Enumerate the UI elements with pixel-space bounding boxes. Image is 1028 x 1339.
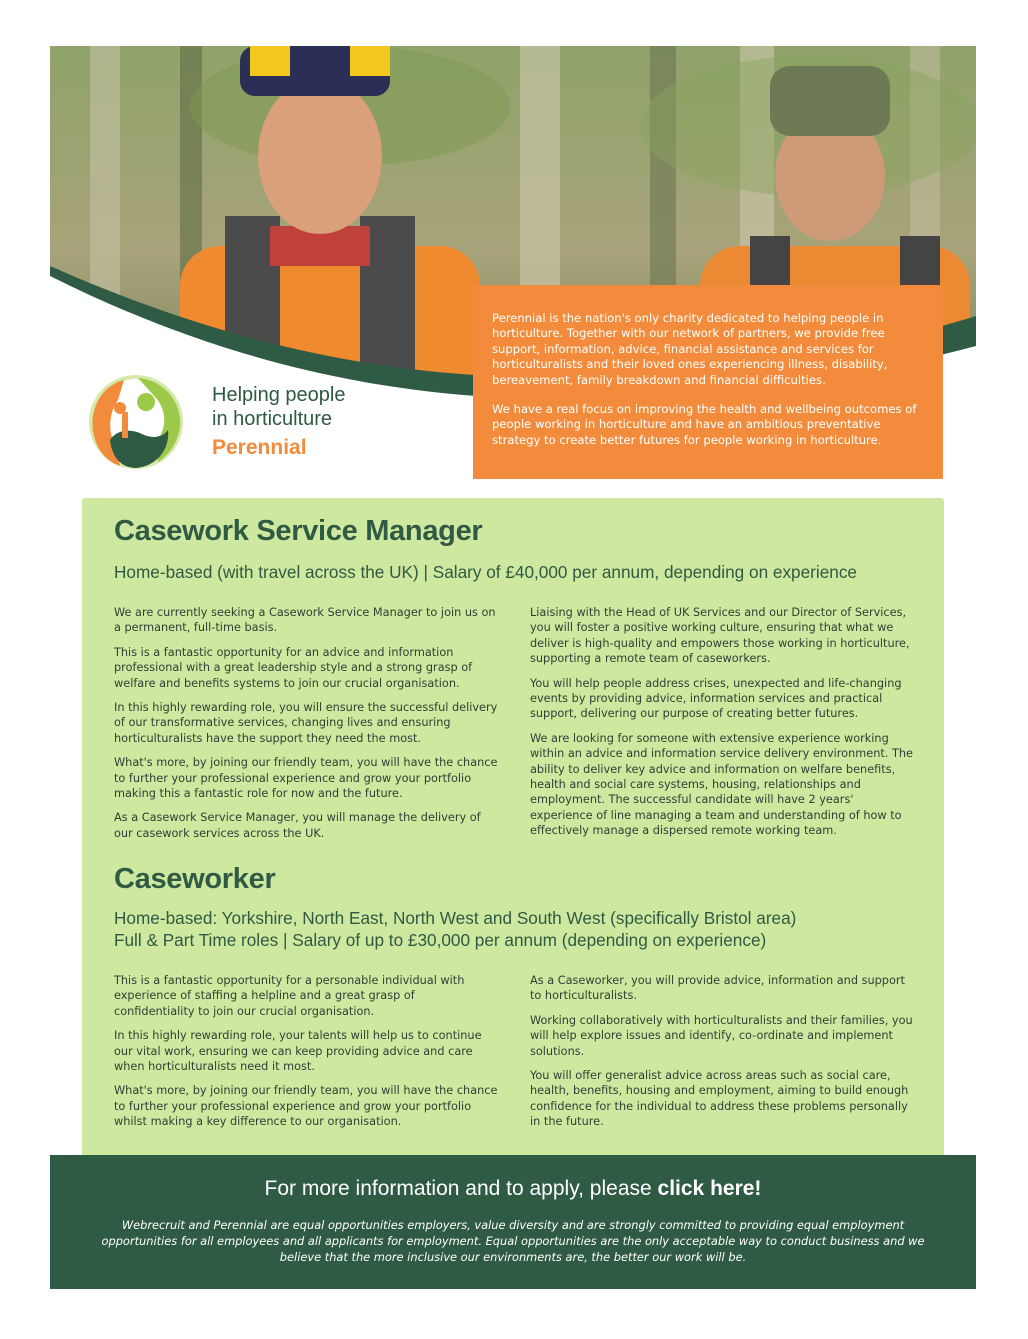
body-paragraph: As a Casework Service Manager, you will manage the delivery of our casework services across the UK. xyxy=(114,811,481,840)
job-subtitle-line: Home-based: Yorkshire, North East, North West and South West (specifically Bristol area) xyxy=(114,908,797,928)
body-paragraph: Liaising with the Head of UK Services and our Director of Services, you will foster a positive working culture, ensuring that what we deliver is high-quality and empowers those working in horticulture, supporting a remote team of caseworkers. xyxy=(530,606,910,666)
intro-paragraph: Perennial is the nation's only charity dedicated to helping people in horticulture. Together with our network of partners, we provide free support, information, advice, financial assistance and services for horticulturalists and their loved ones experiencing illness, disability, bereavement, family breakdown and financial difficulties. xyxy=(492,311,888,387)
equal-opportunities-disclaimer: Webrecruit and Perennial are equal opportunities employers, value diversity and are strongly committed to providing equal employment opportunities for all employees and all applicants for employment. Equal opportunities are the only acceptable way to conduct business and we believe that the more inclusive our environments are, the better our work will be. xyxy=(101,1218,925,1264)
body-paragraph: In this highly rewarding role, your talents will help us to continue our vital work, ensuring we can keep providing advice and care when horticulturalists need it most. xyxy=(114,1029,482,1074)
tagline-line: in horticulture xyxy=(212,408,333,430)
body-paragraph: You will help people address crises, unexpected and life-changing events by providing advice, information services and practical support, delivering our purpose of creating better futures. xyxy=(530,676,902,721)
footer xyxy=(50,1155,976,1289)
body-paragraph: In this highly rewarding role, you will ensure the successful delivery of our transformative services, changing lives and ensuring horticulturalists have the support they need the most. xyxy=(114,701,498,745)
body-paragraph: This is a fantastic opportunity for a personable individual with experience of staffing a helpline and a great grasp of confidentiality to join our crucial organisation. xyxy=(114,974,465,1018)
body-paragraph: What's more, by joining our friendly team, you will have the chance to further your professional experience and grow your portfolio making this a fantastic role for now and the future. xyxy=(114,756,498,801)
job-subtitle xyxy=(114,907,796,951)
body-paragraph: We are currently seeking a Casework Service Manager to join us on a permanent, full-time basis. xyxy=(114,606,496,635)
tagline-line: Helping people xyxy=(212,384,346,406)
job-subtitle: Home-based (with travel across the UK) | Salary of £40,000 per annum, depending on experience xyxy=(114,562,857,582)
job-title: Caseworker xyxy=(114,863,276,895)
brand-name: Perennial xyxy=(212,436,307,459)
intro-box xyxy=(473,285,943,479)
apply-cta xyxy=(50,1177,976,1201)
perennial-logo-icon xyxy=(86,372,186,472)
body-paragraph: As a Caseworker, you will provide advice, information and support to horticulturalists. xyxy=(530,974,905,1003)
job-description-left xyxy=(114,973,498,1130)
job-subtitle-line: Full & Part Time roles | Salary of up to £30,000 per annum (depending on experience) xyxy=(114,930,767,950)
body-paragraph: We are looking for someone with extensive experience working within an advice and information service delivery environment. The ability to deliver key advice and information on welfare benefits, health and social care systems, housing, relationships and employment. The successful candidate will have 2 years' experience of line managing a team and understanding of how to effectively manage a dispersed remote working team. xyxy=(530,731,913,838)
cta-text: For more information and to apply, please xyxy=(264,1177,658,1200)
job-description-right xyxy=(530,973,914,1130)
job-description-left xyxy=(114,605,498,841)
body-paragraph: You will offer generalist advice across areas such as social care, health, benefits, housing and employment, aiming to build enough confidence for the individual to address these problems personally in the future. xyxy=(530,1069,909,1129)
job-description-right xyxy=(530,605,914,839)
job-title: Casework Service Manager xyxy=(114,515,483,547)
body-paragraph: Working collaboratively with horticulturalists and their families, you will help explore issues and identify, co-ordinate and implement solutions. xyxy=(530,1013,913,1058)
body-paragraph: What's more, by joining our friendly team, you will have the chance to further your professional experience and grow your portfolio whilst making a key difference to our organisation. xyxy=(114,1084,498,1129)
body-paragraph: This is a fantastic opportunity for an advice and information professional with a great leadership style and a strong grasp of welfare and benefits systems to join our crucial organisation. xyxy=(114,645,473,690)
apply-link[interactable]: click here! xyxy=(657,1177,762,1200)
intro-paragraph: We have a real focus on improving the health and wellbeing outcomes of people working in horticulture and have an ambitious preventative strategy to create better futures for people working in horticulture. xyxy=(492,402,917,447)
logo-tagline xyxy=(212,383,345,431)
